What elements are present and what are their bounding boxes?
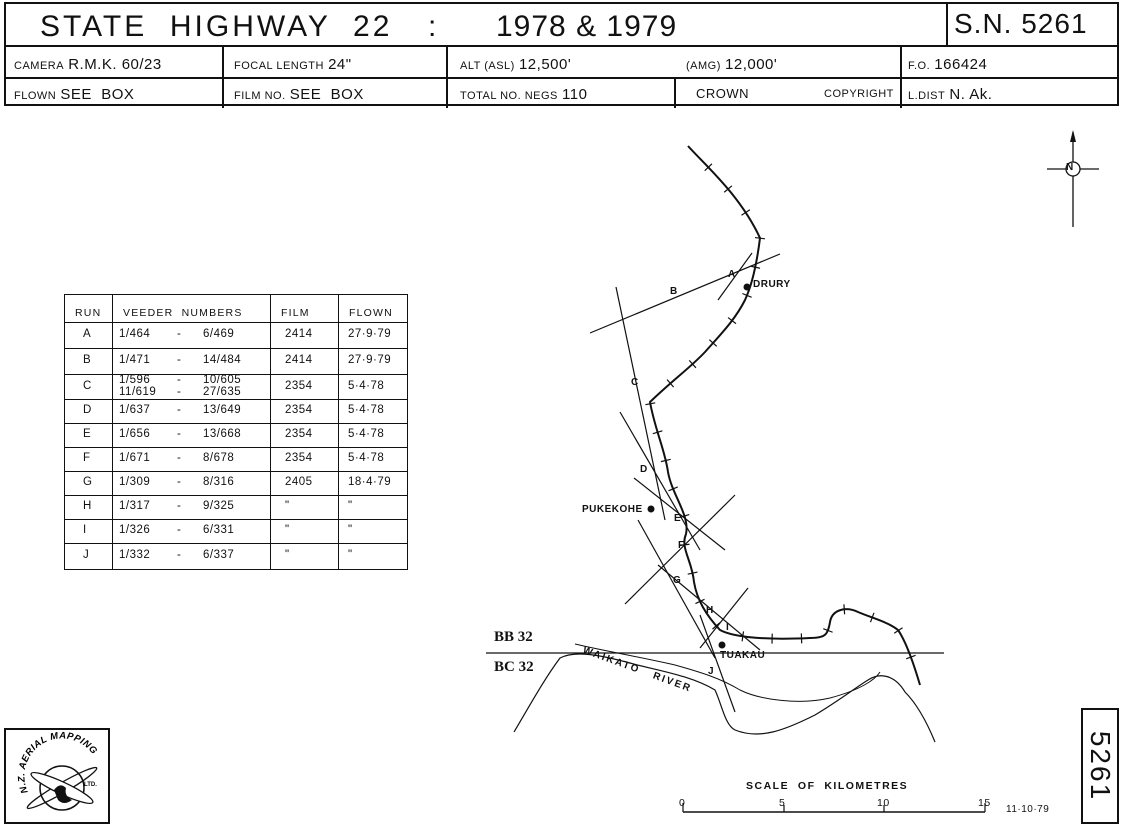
run-id: G [83,476,93,488]
camera-label: CAMERA R.M.K. 60/23 [14,56,162,73]
run-letter-j: J [708,666,715,677]
run-line-g [638,520,715,658]
altitude-amg: (AMG) 12,000' [686,56,778,73]
tuakau-marker [719,642,726,649]
total-negatives: TOTAL NO. NEGS 110 [460,86,588,103]
run-id: H [83,500,92,512]
veeder-dash: - [177,354,182,366]
veeder-dash: - [177,404,182,416]
flown-date: " [348,500,353,512]
run-letter-f: F [678,540,685,551]
pukekohe-label: PUKEKOHE [582,504,643,515]
north-label: N [1066,162,1074,173]
veeder-to: 8/678 [203,452,235,464]
flown-date: 5·4·78 [348,428,385,440]
veeder-dash: - [177,500,182,512]
run-line-d [620,412,700,550]
scale-tick-10: 10 [877,797,890,809]
film-number: 2414 [285,328,313,340]
veeder-dash: - [177,428,182,440]
veeder-dash: - [177,385,182,398]
run-id: E [83,428,92,440]
veeder-from: 1/471 [119,354,151,366]
veeder-to: 6/469 [203,328,235,340]
veeder-dash: - [177,476,182,488]
svg-text:N.Z. AERIAL MAPPING: N.Z. AERIAL MAPPING [16,730,100,795]
company-logo [4,728,110,824]
run-id: A [83,328,92,340]
run-line-i [700,588,748,648]
veeder-to: 9/325 [203,500,235,512]
veeder-dash: - [177,328,182,340]
veeder-to: 13/668 [203,428,242,440]
flown-date: 27·9·79 [348,354,392,366]
film-number: " [285,549,290,561]
crown-label: CROWN [696,86,750,101]
veeder-from: 11/619 [119,385,157,398]
run-letter-g: G [673,575,682,586]
film-number: 2354 [285,379,313,392]
column-header-veeder: VEEDER NUMBERS [123,307,243,319]
flown-date: FLOWN SEE BOX [14,86,135,103]
scale-bar [683,803,985,812]
film-number: 2414 [285,354,313,366]
run-letter-c: C [631,377,639,388]
veeder-to: 13/649 [203,404,242,416]
veeder-dash: - [177,452,182,464]
pukekohe-marker [648,506,655,513]
veeder-from: 1/317 [119,500,151,512]
route-tick [742,210,750,215]
veeder-from: 1/637 [119,404,151,416]
veeder-to: 8/316 [203,476,235,488]
film-number: " [285,500,290,512]
veeder-from: 1/326 [119,524,151,536]
flown-date: " [348,524,353,536]
title-colon: : [428,10,440,43]
run-id: C [83,379,92,392]
veeder-dash: - [177,524,182,536]
veeder-from: 1/656 [119,428,151,440]
film-number: 2405 [285,476,313,488]
logo-ltd: LTD. [84,782,97,788]
veeder-dash: - [177,549,182,561]
drury-marker [744,284,751,291]
flown-date: 5·4·78 [348,452,385,464]
stamp-number: 5261 [1085,730,1116,802]
veeder-to: 6/331 [203,524,235,536]
column-header-flown: FLOWN [349,307,393,319]
route-tick [844,604,845,614]
focal-length: FOCAL LENGTH 24" [234,56,352,73]
film-number: 2354 [285,404,313,416]
run-line-c [616,287,665,520]
run-id: B [83,354,92,366]
copyright-label: COPYRIGHT [824,88,894,100]
propeller-emblem-icon [6,730,108,822]
veeder-to: 27/635 [203,385,242,398]
drury-label: DRURY [753,279,791,290]
column-header-run: RUN [75,307,102,319]
flown-date: " [348,549,353,561]
north-arrow [1047,130,1099,227]
route-tick [755,238,765,239]
route-tick-marks [645,164,915,659]
scale-tick-5: 5 [779,797,786,809]
run-line-b [590,254,780,333]
altitude-asl: ALT (ASL) 12,500' [460,56,572,73]
sheet-label-bb32: BB 32 [494,629,533,645]
sheet-label-bc32: BC 32 [494,659,534,675]
flown-date: 27·9·79 [348,328,392,340]
sortie-stamp [1081,708,1119,824]
run-id: F [83,452,91,464]
veeder-dash: - [177,373,182,386]
flight-run-lines [590,253,780,712]
veeder-to: 6/337 [203,549,235,561]
film-number: 2354 [285,452,313,464]
veeder-from: 1/596 [119,373,151,386]
film-number: FILM NO. SEE BOX [234,86,364,103]
run-letter-b: B [670,286,678,297]
land-district: L.DIST N. Ak. [908,86,993,103]
flown-date: 5·4·78 [348,404,385,416]
veeder-from: 1/309 [119,476,151,488]
title-years: 1978 & 1979 [496,10,678,43]
film-number: 2354 [285,428,313,440]
veeder-from: 1/671 [119,452,151,464]
highway-route [650,146,920,685]
veeder-from: 1/464 [119,328,151,340]
run-id: I [83,524,87,536]
river-label: WAIKATO RIVER [581,645,694,695]
run-letter-e: E [674,513,682,524]
fo-number: F.O. 166424 [908,56,988,73]
veeder-to: 10/605 [203,373,242,386]
veeder-to: 14/484 [203,354,242,366]
sortie-number: S.N. 5261 [954,8,1088,39]
scale-tick-0: 0 [679,797,686,809]
river-bank-south [514,654,935,742]
flown-date: 5·4·78 [348,379,385,392]
film-number: " [285,524,290,536]
run-letter-d: D [640,464,648,475]
run-id: D [83,404,92,416]
flown-date: 18·4·79 [348,476,392,488]
run-id: J [83,549,90,561]
tuakau-label: TUAKAU [720,650,766,661]
veeder-from: 1/332 [119,549,151,561]
scale-tick-15: 15 [978,797,991,809]
run-letter-i: I [726,622,730,633]
title-road: STATE HIGHWAY 22 [40,10,393,43]
scale-title: SCALE OF KILOMETRES [746,780,909,792]
run-letter-h: H [706,605,714,616]
column-header-film: FILM [281,307,310,319]
map-date: 11·10·79 [1006,804,1050,815]
run-letter-a: A [728,269,736,280]
